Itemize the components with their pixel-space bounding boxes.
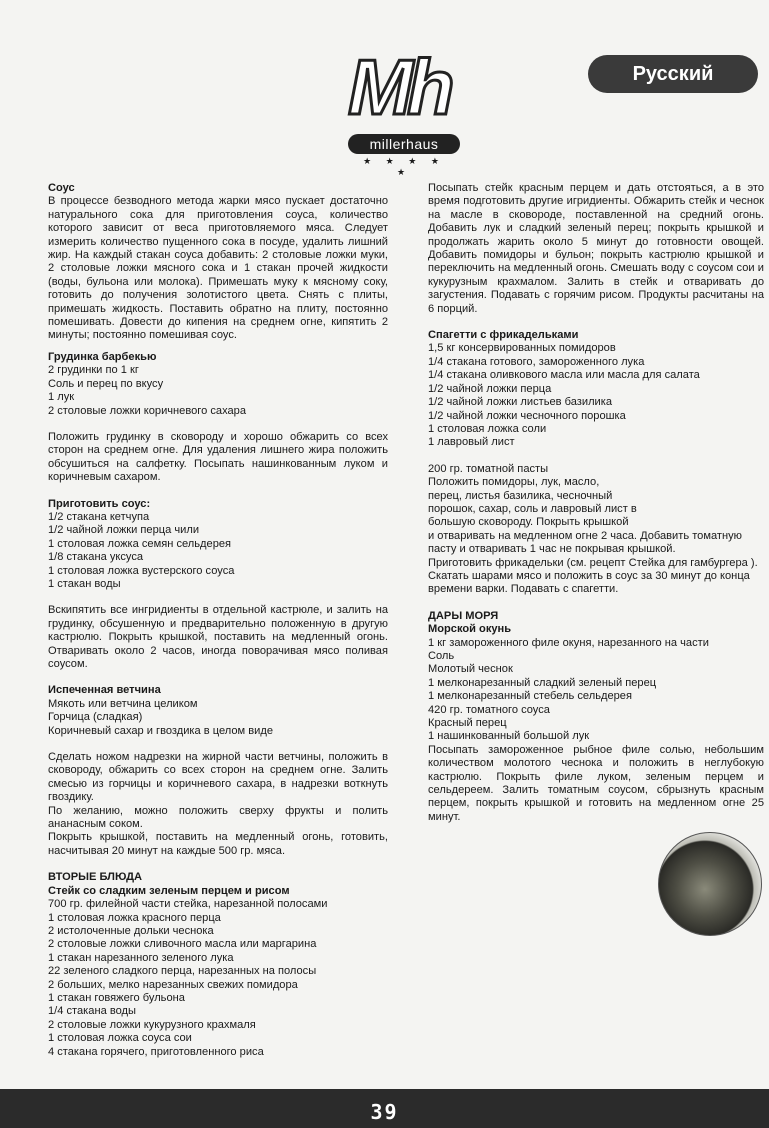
ingredient-item: 1 столовая ложка соуса сои <box>48 1032 192 1045</box>
ingredient-item: 1 стакан нарезанного зеленого лука <box>48 951 234 964</box>
brisket-heading: Грудинка барбекью <box>48 350 157 363</box>
left-column <box>48 182 388 1059</box>
ingredient-item: 700 гр. филейной части стейка, нарезанной полосами <box>48 898 328 911</box>
ingredient-item: 4 стакана горячего, приготовленного риса <box>48 1045 264 1058</box>
ingredient-item: 2 больших, мелко нарезанных свежих помидора <box>48 978 298 991</box>
ingredient-item: 1 мелконарезанный стебель сельдерея <box>428 690 632 703</box>
pasta-line: большую сковороду. Покрыть крышкой <box>428 516 629 529</box>
brisket-text: Положить грудинку в сковороду и хорошо обжарить со всех сторон на среднем огне. Для удаления лишнего жира положить обсушиться на салфетку. Посыпать нашинкованным луком и коричневым сахаром. <box>48 430 388 484</box>
ingredient-item: 1/4 стакана воды <box>48 1005 136 1018</box>
ham-text: По желанию, можно положить сверху фрукты и полить ананасным соком. <box>48 804 388 831</box>
ingredient-item: 2 столовые ложки кукурузного крахмаля <box>48 1018 256 1031</box>
pasta-line: порошок, сахар, соль и лавровый лист в <box>428 502 637 515</box>
ingredient-item: 1,5 кг консервированных помидоров <box>428 342 616 355</box>
seafood-heading: ДАРЫ МОРЯ <box>428 609 499 622</box>
pasta-line: перец, листья базилика, чесночный <box>428 489 613 502</box>
ingredient-item: 1 стакан воды <box>48 577 121 590</box>
logo-brand-name: millerhaus <box>348 134 460 154</box>
ham-heading: Испеченная ветчина <box>48 684 161 697</box>
ingredient-item: 1/2 чайной ложки чесночного порошка <box>428 409 626 422</box>
ingredient-item: 1 мелконарезанный сладкий зеленый перец <box>428 676 657 689</box>
millerhaus-logo <box>340 43 470 177</box>
ingredient-item: 2 истолоченные дольки чеснока <box>48 924 214 937</box>
ingredient-item: 1 лук <box>48 391 75 404</box>
dish-photo <box>658 832 762 936</box>
perch-text: Посыпать замороженное рыбное филе солью, небольшим количеством молотого чеснока и положить в неглубокую кастрюлю. Покрыть филе луком, зеленым перцем и сельдереем. Залить томатным соусом, сбрызнуть красным перцем, покрыть крышкой и готовить на медленном огне 25 минут. <box>428 743 764 823</box>
ingredient-item: Соль и перец по вкусу <box>48 377 164 390</box>
ingredient-item: 420 гр. томатного соуса <box>428 703 550 716</box>
language-label: Русский <box>588 55 758 93</box>
ingredient-item: 22 зеленого сладкого перца, нарезанных на полосы <box>48 965 317 978</box>
spaghetti-heading: Спагетти с фрикадельками <box>428 329 579 342</box>
ingredient-item: 1 нашинкованный большой лук <box>428 730 590 743</box>
steak-heading: Стейк со сладким зеленым перцем и рисом <box>48 884 290 897</box>
pasta-line: Положить помидоры, лук, масло, <box>428 476 600 489</box>
ingredient-item: 1 стакан говяжего бульона <box>48 991 185 1004</box>
logo-stars: ★ ★ ★ ★ ★ <box>363 156 445 177</box>
mains-heading: ВТОРЫЕ БЛЮДА <box>48 871 143 884</box>
pasta-text: Приготовить фрикадельки (см. рецепт Стейка для гамбургера ). Скатать шарами мясо и положить в соус за 30 минут до конца времени варки. Подавать с спагетти. <box>428 556 758 596</box>
ingredient-item: 1/2 чайной ложки перца <box>428 382 552 395</box>
ingredient-item: Горчица (сладкая) <box>48 711 143 724</box>
ingredient-item: 1 столовая ложка соли <box>428 422 547 435</box>
ingredient-item: 1/8 стакана уксуса <box>48 551 144 564</box>
ingredient-item: 1/4 стакана готового, замороженного лука <box>428 355 645 368</box>
ingredient-item: 1 столовая ложка красного перца <box>48 911 221 924</box>
ingredient-item: 1/2 чайной ложки перца чили <box>48 524 200 537</box>
sauce-heading: Соус <box>48 182 75 194</box>
ingredient-item: 2 столовые ложки коричневого сахара <box>48 404 246 417</box>
ham-text: Сделать ножом надрезки на жирной части ветчины, положить в сковороду, обжарить со всех сторон на среднем огне. Залить смесью из горчицы и коричневого сахара, в надрезки воткнуть гвоздику. <box>48 751 388 804</box>
perch-heading: Морской окунь <box>428 623 512 636</box>
ingredient-item: 1/2 стакана кетчупа <box>48 510 150 523</box>
logo-mark: Mh <box>348 43 449 131</box>
page-number: 39 <box>370 1100 399 1124</box>
ingredient-item: Коричневый сахар и гвоздика в целом виде <box>48 724 274 737</box>
ingredient-item: 1 кг замороженного филе окуня, нарезанного на части <box>428 636 709 649</box>
ingredient-item: 1 столовая ложка вустерского соуса <box>48 564 235 577</box>
ingredient-item: Молотый чеснок <box>428 663 513 676</box>
ingredient-item: 1 лавровый лист <box>428 436 515 449</box>
ingredient-item: Соль <box>428 650 455 662</box>
ingredient-item: Мякоть или ветчина целиком <box>48 697 198 710</box>
right-column <box>428 182 764 824</box>
ingredient-item: 2 грудинки по 1 кг <box>48 364 139 377</box>
sauce-text: В процессе безводного метода жарки мясо пускает достаточно натурального сока для приготовления соуса, количество которого зависит от веса приготовляемого мяса. Следует измерить количество пущенного сока в посуде, удалить лишний жир. На каждый стакан соуса добавить: 2 столовые ложки муки, 2 столовые ложки мясного сока и 1 стакан прочей жидкости (воды, бульона или молока). Примешать муку к мясному соку, готовить до получения золотистого цвета. Снять с плиты, примешать жидкость. Поставить обратно на плиту, постоянно помешивать. Довести до кипения на среднем огне, кипятить 2 минуты; постоянно помешивая соус. <box>48 195 388 342</box>
ingredient-item: 1 столовая ложка семян сельдерея <box>48 537 232 550</box>
pasta-line: 200 гр. томатной пасты <box>428 462 549 475</box>
ham-text: Покрыть крышкой, поставить на медленный огонь, готовить, насчитывая 20 минут на каждые 500 гр. мяса. <box>48 831 388 857</box>
steak-text: Посыпать стейк красным перцем и дать отстояться, а в это время подготовить другие игридиенты. Обжарить стейк и чеснок на масле в сковороде, поставленной на средний огонь. Добавить лук и сладкий зеленый перец; покрыть крышкой и продолжать жарить около 5 минут до готовности овощей. Добавить помидоры и бульон; покрыть кастрюлю крышкой и переключить на медленный огонь. Смешать воду с соусом сои и кукурузным крахмалом. Залить в стейк и отваривать до загустения. Подавать с горячим рисом. Продукты расчитаны на 6 порций. <box>428 182 764 315</box>
ingredient-item: 1/4 стакана оливкового масла или масла для салата <box>428 369 700 382</box>
bbq-sauce-heading: Приготовить соус: <box>48 497 151 510</box>
bbq-sauce-text: Вскипятить все ингридиенты в отдельной кастрюле, и залить на грудинку, обсушенную и предварительно положенную в другую кастрюлю. Покрыть крышкой, поставить на медленный огонь. Отваривать около 2 часов, иногда поворачивая мясо поливая соусом. <box>48 604 388 670</box>
ingredient-item: Красный перец <box>428 717 507 730</box>
ingredient-item: 1/2 чайной ложки листьев базилика <box>428 396 613 409</box>
pasta-line: и отваривать на медленном огне 2 часа. Добавить томатную пасту и отваривать 1 час не покрывая крышкой. <box>428 529 742 556</box>
ingredient-item: 2 столовые ложки сливочного масла или маргарина <box>48 938 317 951</box>
